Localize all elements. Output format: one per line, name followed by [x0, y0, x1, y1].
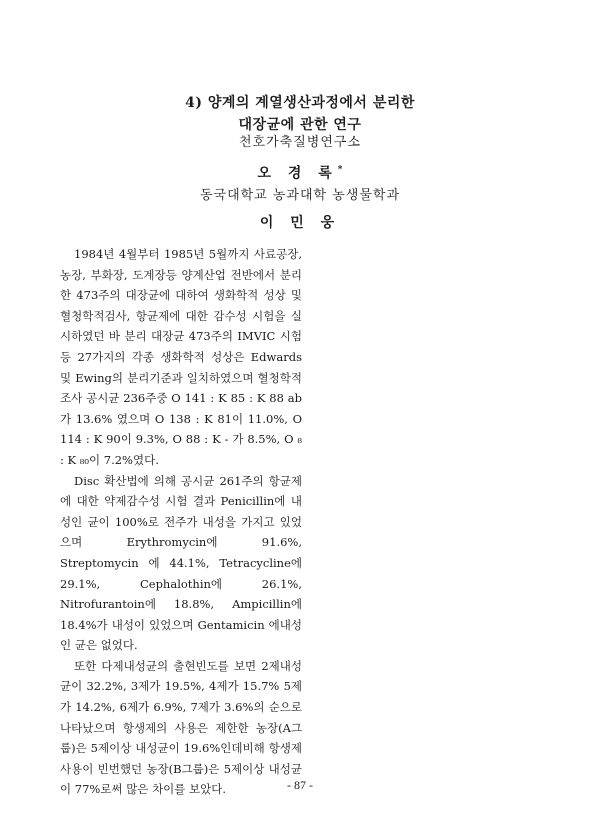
paper-title — [0, 92, 600, 136]
abstract-body — [60, 244, 302, 800]
author-name: 이 민 웅 — [259, 215, 341, 231]
corresponding-mark: * — [337, 165, 343, 175]
affiliation-1 — [0, 133, 600, 153]
institution-name: 천호가축질병연구소 — [238, 135, 362, 150]
paragraph-1: 1984년 4월부터 1985년 5월까지 사료공장, 농장, 부화장, 도계장등 양계산업 전반에서 분리한 473주의 대장균에 대하여 생화학적 성상 및 혈청학적검사, 항균제에 대한 감수성 시험을 실시하였던 바 분리 대장균 473주의 IMVIC 시험등 27가지의 각종 생화학적 성상은 Edwards 및 Ewing의 분리기준과 일치하였으며 혈청학적 조사 공시균 236주중 O 141 : K 85 : K 88 ab가 13.6% 였으며 O 138 : K 81이 11.0%, O 114 : K 90이 9.3%, O 88 : K - 가 8.5%, O ₈ : K ₈₀이 7.2%였다. — [60, 247, 302, 467]
affiliation-2 — [0, 186, 600, 206]
author-1 — [0, 160, 600, 184]
institution-name: 동국대학교 농과대학 농생물학과 — [199, 188, 401, 203]
paragraph-3: 또한 다제내성균의 출현빈도를 보면 2제내성균이 32.2%, 3제가 19.5%, 4제가 15.7% 5제가 14.2%, 6제가 6.9%, 7제가 3.6%의 순으로 나타났으며 항생제의 사용은 제한한 농장(A그룹)은 5제이상 내성균이 19.6%인데비해 항생제 사용이 빈번했던 농장(B그룹)은 5제이상 내성균이 77%로써 많은 차이를 보았다. — [60, 658, 302, 797]
title-line-1: 4) 양계의 계열생산과정에서 분리한 — [185, 95, 415, 111]
page-number: - 87 - — [287, 778, 313, 792]
paragraph-2: Disc 확산법에 의해 공시균 261주의 항균제에 대한 약제감수성 시험 결과 Penicillin에 내성인 균이 100%로 전주가 내성을 가지고 있었으며 Erythromycin에 91.6%, Streptomycin 에 44.1%, Tetracycline에 29.1%, Cephalothin에 26.1%, Nitrofurantoin에 18.8%, Ampicillin에 18.4%가 내성이 있었으며 Gentamicin 에내성인 균은 없었다. — [60, 473, 302, 653]
title-line-2: 대장균에 관한 연구 — [238, 117, 362, 133]
author-2 — [0, 213, 600, 233]
author-name: 오 경 록* — [257, 165, 343, 182]
